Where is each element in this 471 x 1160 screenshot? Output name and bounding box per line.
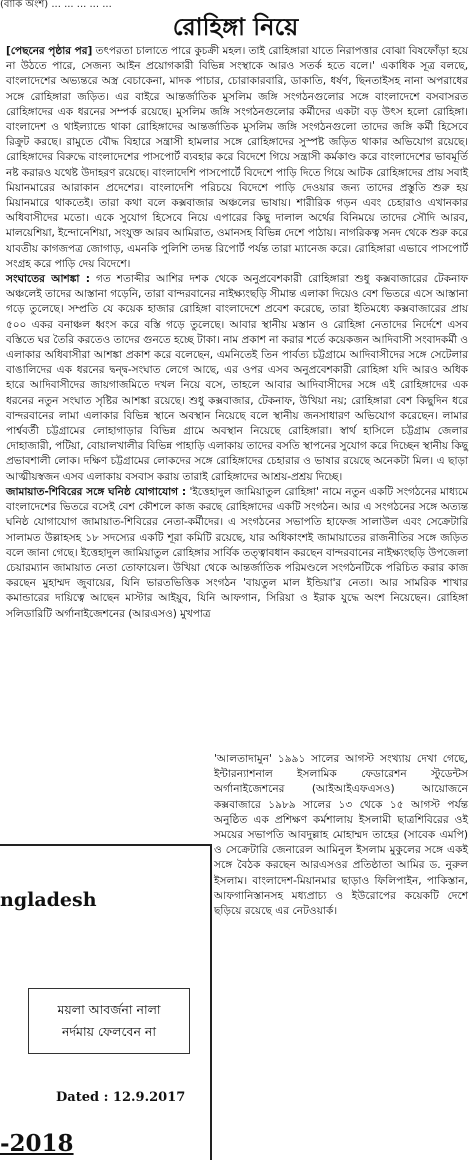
continuation-marker: [পেছনের পৃষ্ঠার পর] <box>6 45 93 57</box>
paragraph-text: 'আলতাদামুন' ১৯৯১ সালের আগস্ট সংখ্যায় দেখা গেছে, ইন্টারন্যাশনাল ইসলামিক ফেডারেশন স্টুডেন্টস অর্গানাইজেশনের (আইআইএফএসও) আয়োজনে কক্সবাজারে ১৯৮৯ সালের ১৩ থেকে ১৫ আগস্ট পর্যন্ত অনুষ্ঠিত এক প্রশিক্ষণ কর্মশালায় ইসলামী ছাত্রশিবিরের ওই সময়ের সভাপতি আবদুল্লাহ মোহাম্মদ তাহের (সাবেক এমপি) ও সেক্রেটারি জেনারেল আমিনুল ইসলাম মুকুলের সঙ্গে একই সঙ্গে বৈঠক করছেন আরএসওর প্রতিষ্ঠাতা আমির ড. নুরুল ইসলাম। বাংলাদেশ-মিয়ানমার ছাড়াও ফিলিপাইন, পাকিস্তান, আফগানিস্তানসহ মধ্যপ্রাচ্য ও ইউরোপের কয়েকটি দেশে ছড়িয়ে রয়েছে এর নেটওয়ার্ক। <box>214 753 468 918</box>
year-fragment: -2018 <box>0 1130 74 1157</box>
notice-line: ময়লা আবর্জনা নালা <box>57 1002 161 1017</box>
subheading-conflict-risk: সংঘাতের আশঙ্কা : <box>6 273 90 286</box>
paragraph-text: গত শতাব্দীর আশির দশক থেকে অনুপ্রবেশকারী রোহিঙ্গারা শুধু কক্সবাজারের টেকনাফ অঞ্চলেই তাদের আস্তানা গড়েনি, তারা বান্দরবানের নাইক্ষ্যংছড়ি সীমান্ত এলাকা দিয়েও বেশ ভিতরে এসে আস্তানা গড়ে তুলেছে। সম্প্রতি যে কয়েক হাজার রোহিঙ্গা বাংলাদেশে প্রবেশ করেছে, তারা ইতিমধ্যে কক্সবাজারের প্রায় ৫০০ একর বনাঞ্চল ধ্বংস করে বস্তি গড়ে তুলেছে। আবার স্থানীয় মস্তান ও রোহিঙ্গা নেতাদের নির্দেশে এসব বস্তিতে ঘর তৈরি করতেও তাদের গুনতে হচ্ছে টাকা। নাম প্রকাশ না করার শর্তে কয়েকজন আদিবাসী সংবাদকর্মী ও এলাকার অধিবাসীরা আশঙ্কা প্রকাশ করে বলেছেন, এমনিতেই তিন পার্বত্য চট্টগ্রামে আদিবাসীদের সঙ্গে সেটেলার বাঙালিদের এক ধরনের দ্বন্দ্ব-সংঘাত লেগে আছে, এর ওপর এসব অনুপ্রবেশকারী রোহিঙ্গা যদি আরও অধিক হারে আদিবাসীদের জায়গাজমিতে দখল নিয়ে বসে, তাহলে আবার আদিবাসীদের সঙ্গে এই রোহিঙ্গাদের এক ধরনের নতুন সংঘাত সৃষ্টির আশঙ্কা রয়েছে। শুধু কক্সবাজার, টেকনাফ, উখিয়া নয়; রোহিঙ্গারা বেশ কিছুদিন ধরে বান্দরবানের লামা এলাকার বিভিন্ন স্থানে অবস্থান নিয়েছে বলে স্থানীয় জনসাধারণ অভিযোগ করেছেন। লামার পার্শ্ববর্তী চট্টগ্রামের লোহাগাড়ার বিভিন্ন গ্রামে অবস্থান নিয়েছে রোহিঙ্গারা। স্বার্থ হাসিলে চট্টগ্রাম জেলার দোহাজারী, পটিয়া, বোয়ালখালীর বিভিন্ন পাহাড়ি এলাকায় তাদের বসতি স্থাপনের সুযোগ করে দিচ্ছেন স্থানীয় কিছু প্রভাবশালী লোক। দক্ষিণ চট্টগ্রামের লোকদের সঙ্গে রোহিঙ্গাদের চেহারার ও ভাষার রয়েছে অনেকটা মিল। এ ছাড়া আত্মীয়স্বজন এসব এলাকায় বসবাস করায় তারাই রোহিঙ্গাদের আশ্রয়-প্রশ্রয় দিচ্ছে। <box>6 273 468 483</box>
article-body-right-column <box>214 752 468 919</box>
subheading-jamaat-link: জামায়াত-শিবিরের সঙ্গে ঘনিষ্ঠ যোগাযোগ : <box>6 485 186 498</box>
article-headline: রোহিঙ্গা নিয়ে <box>172 13 299 41</box>
date-label: Dated : 12.9.2017 <box>56 1090 186 1105</box>
paragraph-jamaat-link <box>6 485 468 622</box>
paragraph-continuation <box>6 44 468 272</box>
paragraph-text: তৎপরতা চালাতে পারে কুচক্রী মহল। তাই রোহিঙ্গারা যাতে নিরাপত্তার বোঝা বিষফোঁড়া হয়ে না উঠতে পারে, সেজন্য আইন প্রয়োগকারী বিভিন্ন সংস্থাকে আরও সতর্ক হতে বলে।' একাধিক সূত্র বলছে, বাংলাদেশের অভ্যন্তরে অস্ত্র বেচাকেনা, মাদক পাচার, চোরাকারবারি, ডাকাতি, ধর্ষণ, ছিনতাইসহ নানা অপরাধের সঙ্গে রোহিঙ্গারা জড়িত। এর বাইরে আন্তর্জাতিক মুসলিম জঙ্গি সংগঠনগুলোর সঙ্গে বাংলাদেশে বসবাসরত রোহিঙ্গাদের এক ধরনের সম্পর্ক রয়েছে। মুসলিম জঙ্গি সংগঠনগুলোর কর্মীদের একটা বড় উৎস হলো রোহিঙ্গা। বাংলাদেশ ও থাইল্যান্ডে থাকা রোহিঙ্গাদের আন্তর্জাতিক মুসলিম জঙ্গি সংগঠনগুলো তাদের জঙ্গি কর্মী হিসেবে রিক্রুট করছে। রামুতে বৌদ্ধ বিহারে সন্ত্রাসী হামলার সঙ্গে রোহিঙ্গাদের সুস্পষ্ট জড়িত থাকার অভিযোগ রয়েছে। রোহিঙ্গাদের বিরুদ্ধে বাংলাদেশের পাসপোর্ট ব্যবহার করে বিদেশে গিয়ে সন্ত্রাসী কর্মকাণ্ড করে বাংলাদেশের ভাবমূর্তি নষ্ট করারও যথেষ্ট উদাহরণ রয়েছে। বাংলাদেশি পাসপোর্টে বিদেশে পাড়ি দিতে গিয়ে আটক রোহিঙ্গাদের প্রায় সবাই মিয়ানমারের আরাকান প্রদেশের। বাংলাদেশি পরিচয়ে বিদেশে পাড়ি দেওয়ার জন্য তাদের প্রস্তুতি শুরু হয় মিয়ানমারে থাকতেই। তারা কথা বলে কক্সবাজার অঞ্চলের ভাষায়। শারীরিক গড়ন এবং চেহারাও এখানকার অধিবাসীদের মতো। একে সুযোগ হিসেবে নিয়ে এপারের কিছু দালাল অর্থের বিনিময়ে তাদের সৌদি আরব, মালয়েশিয়া, ইন্দোনেশিয়া, সংযুক্ত আরব আমিরাত, ওমানসহ বিভিন্ন দেশে পাঠায়। নাগরিকত্ব সনদ থেকে শুরু করে যাবতীয় কাগজপত্র জোগাড়, এমনকি পুলিশি তদন্ত রিপোর্ট পর্যন্ত তারা ম্যানেজ করে। রোহিঙ্গারা এভাবে পাসপোর্ট সংগ্রহ করে পাড়ি দেয় বিদেশে। <box>6 45 468 270</box>
paragraph-text: 'ইত্তেহাদুল জামিয়াতুল রোহিঙ্গা' নামে নতুন একটি সংগঠনের মাধ্যমে বাংলাদেশের ভিতরে বসেই বেশ কৌশলে কাজ করছে রোহিঙ্গাদের একটি সংগঠন। আর এ সংগঠনের সঙ্গে অত্যন্ত ঘনিষ্ঠ যোগাযোগ জামায়াত-শিবিরের নেতা-কর্মীদের। এ সংগঠনের সভাপতি হাফেজ সালাউল এবং সেক্রেটারি সালামত উল্লাহসহ ১৮ সদস্যের একটি শূরা কমিটি রয়েছে, যার অধিকাংশই জামায়াতের রাজনীতির সঙ্গে জড়িত বলে জানা গেছে। ইত্তেহাদুল জামিয়াতুল রোহিঙ্গার সার্বিক তত্ত্বাবধান করছেন বান্দরবানের নাইক্ষ্যংছড়ি উপজেলা চেয়ারম্যান জামায়াত নেতা তোফায়েল। উখিয়া থেকে আন্তর্জাতিক পরিমণ্ডলে সংগঠনটিকে পরিচিত করার কাজ করছেন মুহাম্মদ জুবায়ের, যিনি ভারতভিত্তিক সংগঠন 'বায়তুল মাল ইন্ডিয়া'র নেতা। আর সামরিক শাখার কমান্ডারের দায়িত্বে আছেন মাস্টার আইয়ুব, যিনি আফগান, সিরিয়া ও ইরাক যুদ্ধে অংশ নিয়েছেন। রোহিঙ্গা সলিডারিটি অর্গানাইজেশনের (আরএসও) মুখপাত্র <box>6 485 468 620</box>
notice-line: নর্দমায় ফেলবেন না <box>62 1024 156 1039</box>
adjacent-notice-area <box>0 752 212 1158</box>
paragraph-conflict-risk <box>6 272 468 485</box>
article-body <box>6 44 468 622</box>
public-notice-box <box>28 988 190 1054</box>
publication-name-fragment: ngladesh <box>0 889 97 911</box>
previous-article-fragment: (বাকি অংশ) ... ... ... ... ... <box>0 0 112 10</box>
